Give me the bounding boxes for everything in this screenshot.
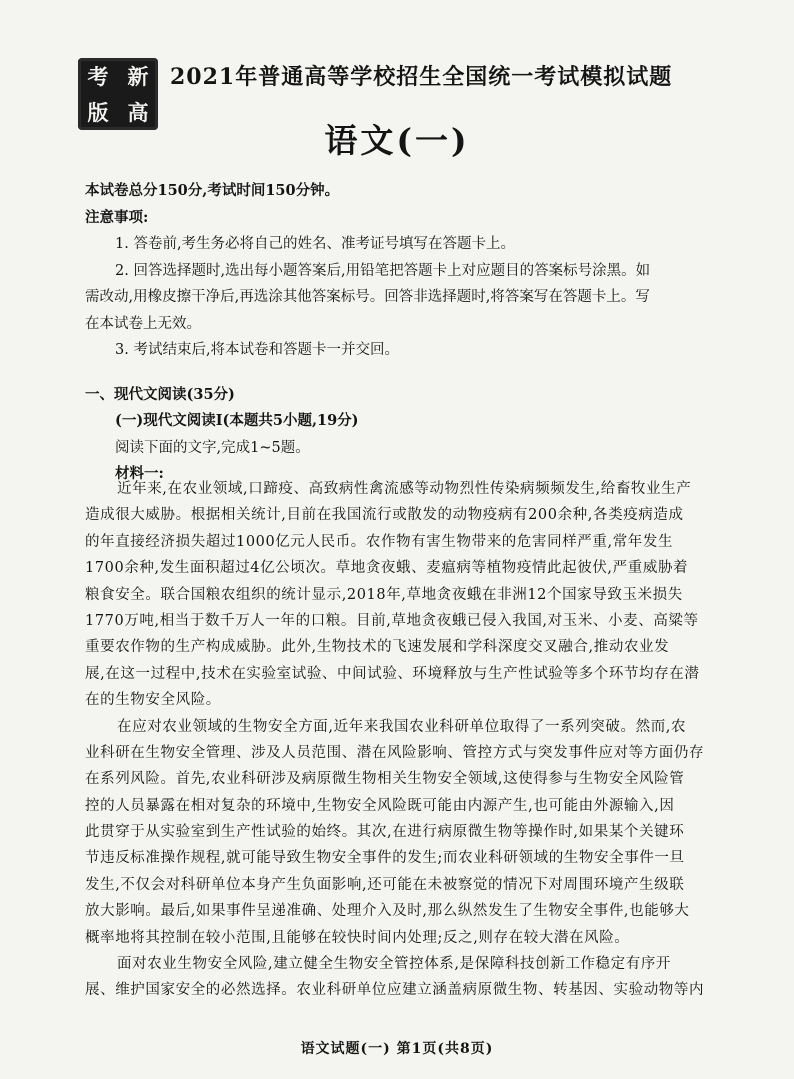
logo-char: 新 [127,63,149,89]
material-line: 在的生物安全风险。 [85,692,221,709]
logo-char: 考 [87,63,109,89]
material-line: 在系列风险。首先,农业科研涉及病原微生物相关生物安全领域,这使得参与生物安全风险管 [85,771,685,788]
material-line: 概率地将其控制在较小范围,且能够在较快时间内处理;反之,则存在较大潜在风险。 [85,929,630,946]
notice-line: 1. 答卷前,考生务必将自己的姓名、准考证号填写在答题卡上。 [115,236,516,252]
section-heading: 一、现代文阅读(35分) [85,385,235,403]
notice-line: 需改动,用橡皮擦干净后,再选涂其他答案标号。回答非选择题时,将答案写在答题卡上。写 [85,289,650,305]
notice-line: 3. 考试结束后,将本试卷和答题卡一并交回。 [115,342,400,358]
material-line: 此贯穿于从实验室到生产性试验的始终。其次,在进行病原微生物等操作时,如果某个关键环 [85,824,685,841]
subject-title: 语文(一) [324,121,470,160]
exam-instructions [85,178,737,488]
reading-instruction: 阅读下面的文字,完成1~5题。 [115,439,310,456]
material-line: 放大影响。最后,如果事件呈递准确、处理介入及时,那么纵然发生了生物安全事件,也能够大 [85,903,690,920]
material-line: 重要农作物的生产构成威胁。此外,生物技术的飞速发展和学科深度交叉融合,推动农业发 [85,639,670,656]
page-footer: 语文试题(一) 第1页(共8页) [300,1041,494,1057]
material-line: 的年直接经济损失超过1000亿元人民币。农作物有害生物带来的危害同样严重,常年发生 [85,533,674,550]
exam-title: 2021年普通高等学校招生全国统一考试模拟试题 [170,64,673,90]
material-line: 发生,不仅会对科研单位本身产生负面影响,还可能在未被察觉的情况下对周围环境产生级联 [85,876,685,893]
notice-heading: 注意事项: [85,208,149,226]
material-line: 粮食安全。联合国粮农组织的统计显示,2018年,草地贪夜蛾在非洲12个国家导致玉米损失 [85,586,683,603]
material-line: 展,在这一过程中,技术在实验室试验、中间试验、环境释放与生产性试验等多个环节均存在潜 [85,665,700,682]
material-text [85,476,740,1004]
material-line: 业科研在生物安全管理、涉及人员范围、潜在风险影响、管控方式与突发事件应对等方面仍存 [85,744,705,761]
material-line: 节违反标准操作规程,就可能导致生物安全事件的发生;而农业科研领域的生物安全事件一旦 [85,850,685,867]
notice-line: 2. 回答选择题时,选出每小题答案后,用铅笔把答题卡上对应题目的答案标号涂黑。如 [115,262,651,279]
material-line: 1770万吨,相当于数千万人一年的口粮。目前,草地贪夜蛾已侵入我国,对玉米、小麦、高粱等 [85,612,699,629]
material-line: 展、维护国家安全的必然选择。农业科研单位应建立涵盖病原微生物、转基因、实验动物等内 [85,982,705,999]
material-label: 材料一: [115,465,164,482]
sub-section-heading: (一)现代文阅读Ⅰ(本题共5小题,19分) [115,412,359,429]
exam-info: 本试卷总分150分,考试时间150分钟。 [85,182,340,199]
material-line: 在应对农业领域的生物安全方面,近年来我国农业科研单位取得了一系列突破。然而,农 [117,718,687,735]
notice-line: 在本试卷上无效。 [85,315,201,332]
material-line: 1700余种,发生面积超过4亿公顷次。草地贪夜蛾、麦瘟病等植物疫情此起彼伏,严重威胁着 [85,560,689,577]
material-line: 面对农业生物安全风险,建立健全生物安全管控体系,是保障科技创新工作稳定有序开 [117,956,672,973]
material-line: 控的人员暴露在相对复杂的环境中,生物安全风险既可能由内源产生,也可能由外源输入,因 [85,797,675,814]
logo-char: 版 [87,99,109,125]
material-line: 造成很大威胁。根据相关统计,目前在我国流行或散发的动物疫病有200余种,各类疫病造成 [85,507,684,524]
logo-char: 高 [127,99,149,125]
material-line: 近年来,在农业领域,口蹄疫、高致病性禽流感等动物烈性传染病频频发生,给畜牧业生产 [117,481,692,497]
